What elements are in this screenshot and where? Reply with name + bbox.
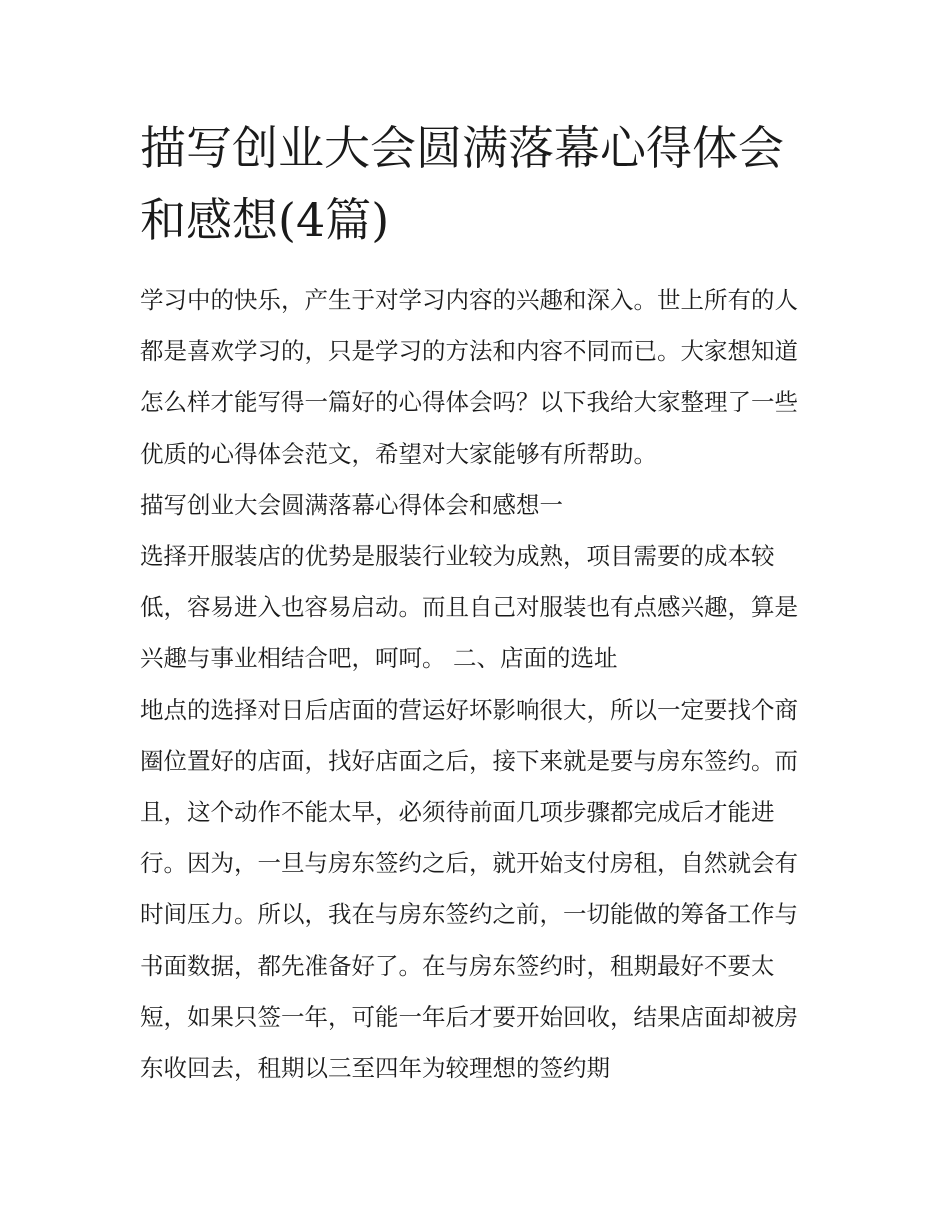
paragraph-intro: 学习中的快乐，产生于对学习内容的兴趣和深入。世上所有的人都是喜欢学习的，只是学习的方法和内容不同而已。大家想知道怎么样才能写得一篇好的心得体会吗？以下我给大家整理了一些优质的心得体会范文，希望对大家能够有所帮助。: [140, 286, 798, 468]
document-title: 描写创业大会圆满落幕心得体会和感想(4篇): [140, 121, 784, 247]
paragraph: 选择开服装店的优势是服装行业较为成熟，项目需要的成本较低，容易进入也容易启动。而且自己对服装也有点感兴趣，算是兴趣与事业相结合吧，呵呵。 二、店面的选址: [140, 542, 798, 673]
section-heading: 描写创业大会圆满落幕心得体会和感想一: [140, 490, 563, 519]
document-body: [140, 275, 820, 1094]
paragraph: 地点的选择对日后店面的营运好坏影响很大，所以一定要找个商圈位置好的店面，找好店面之后，接下来就是要与房东签约。而且，这个动作不能太早，必须待前面几项步骤都完成后才能进行。因为，一旦与房东签约之后，就开始支付房租，自然就会有时间压力。所以，我在与房东签约之前，一切能做的筹备工作与书面数据，都先准备好了。在与房东签约时，租期最好不要太短，如果只签一年，可能一年后才要开始回收，结果店面却被房东收回去，租期以三至四年为较理想的签约期: [140, 695, 798, 1083]
